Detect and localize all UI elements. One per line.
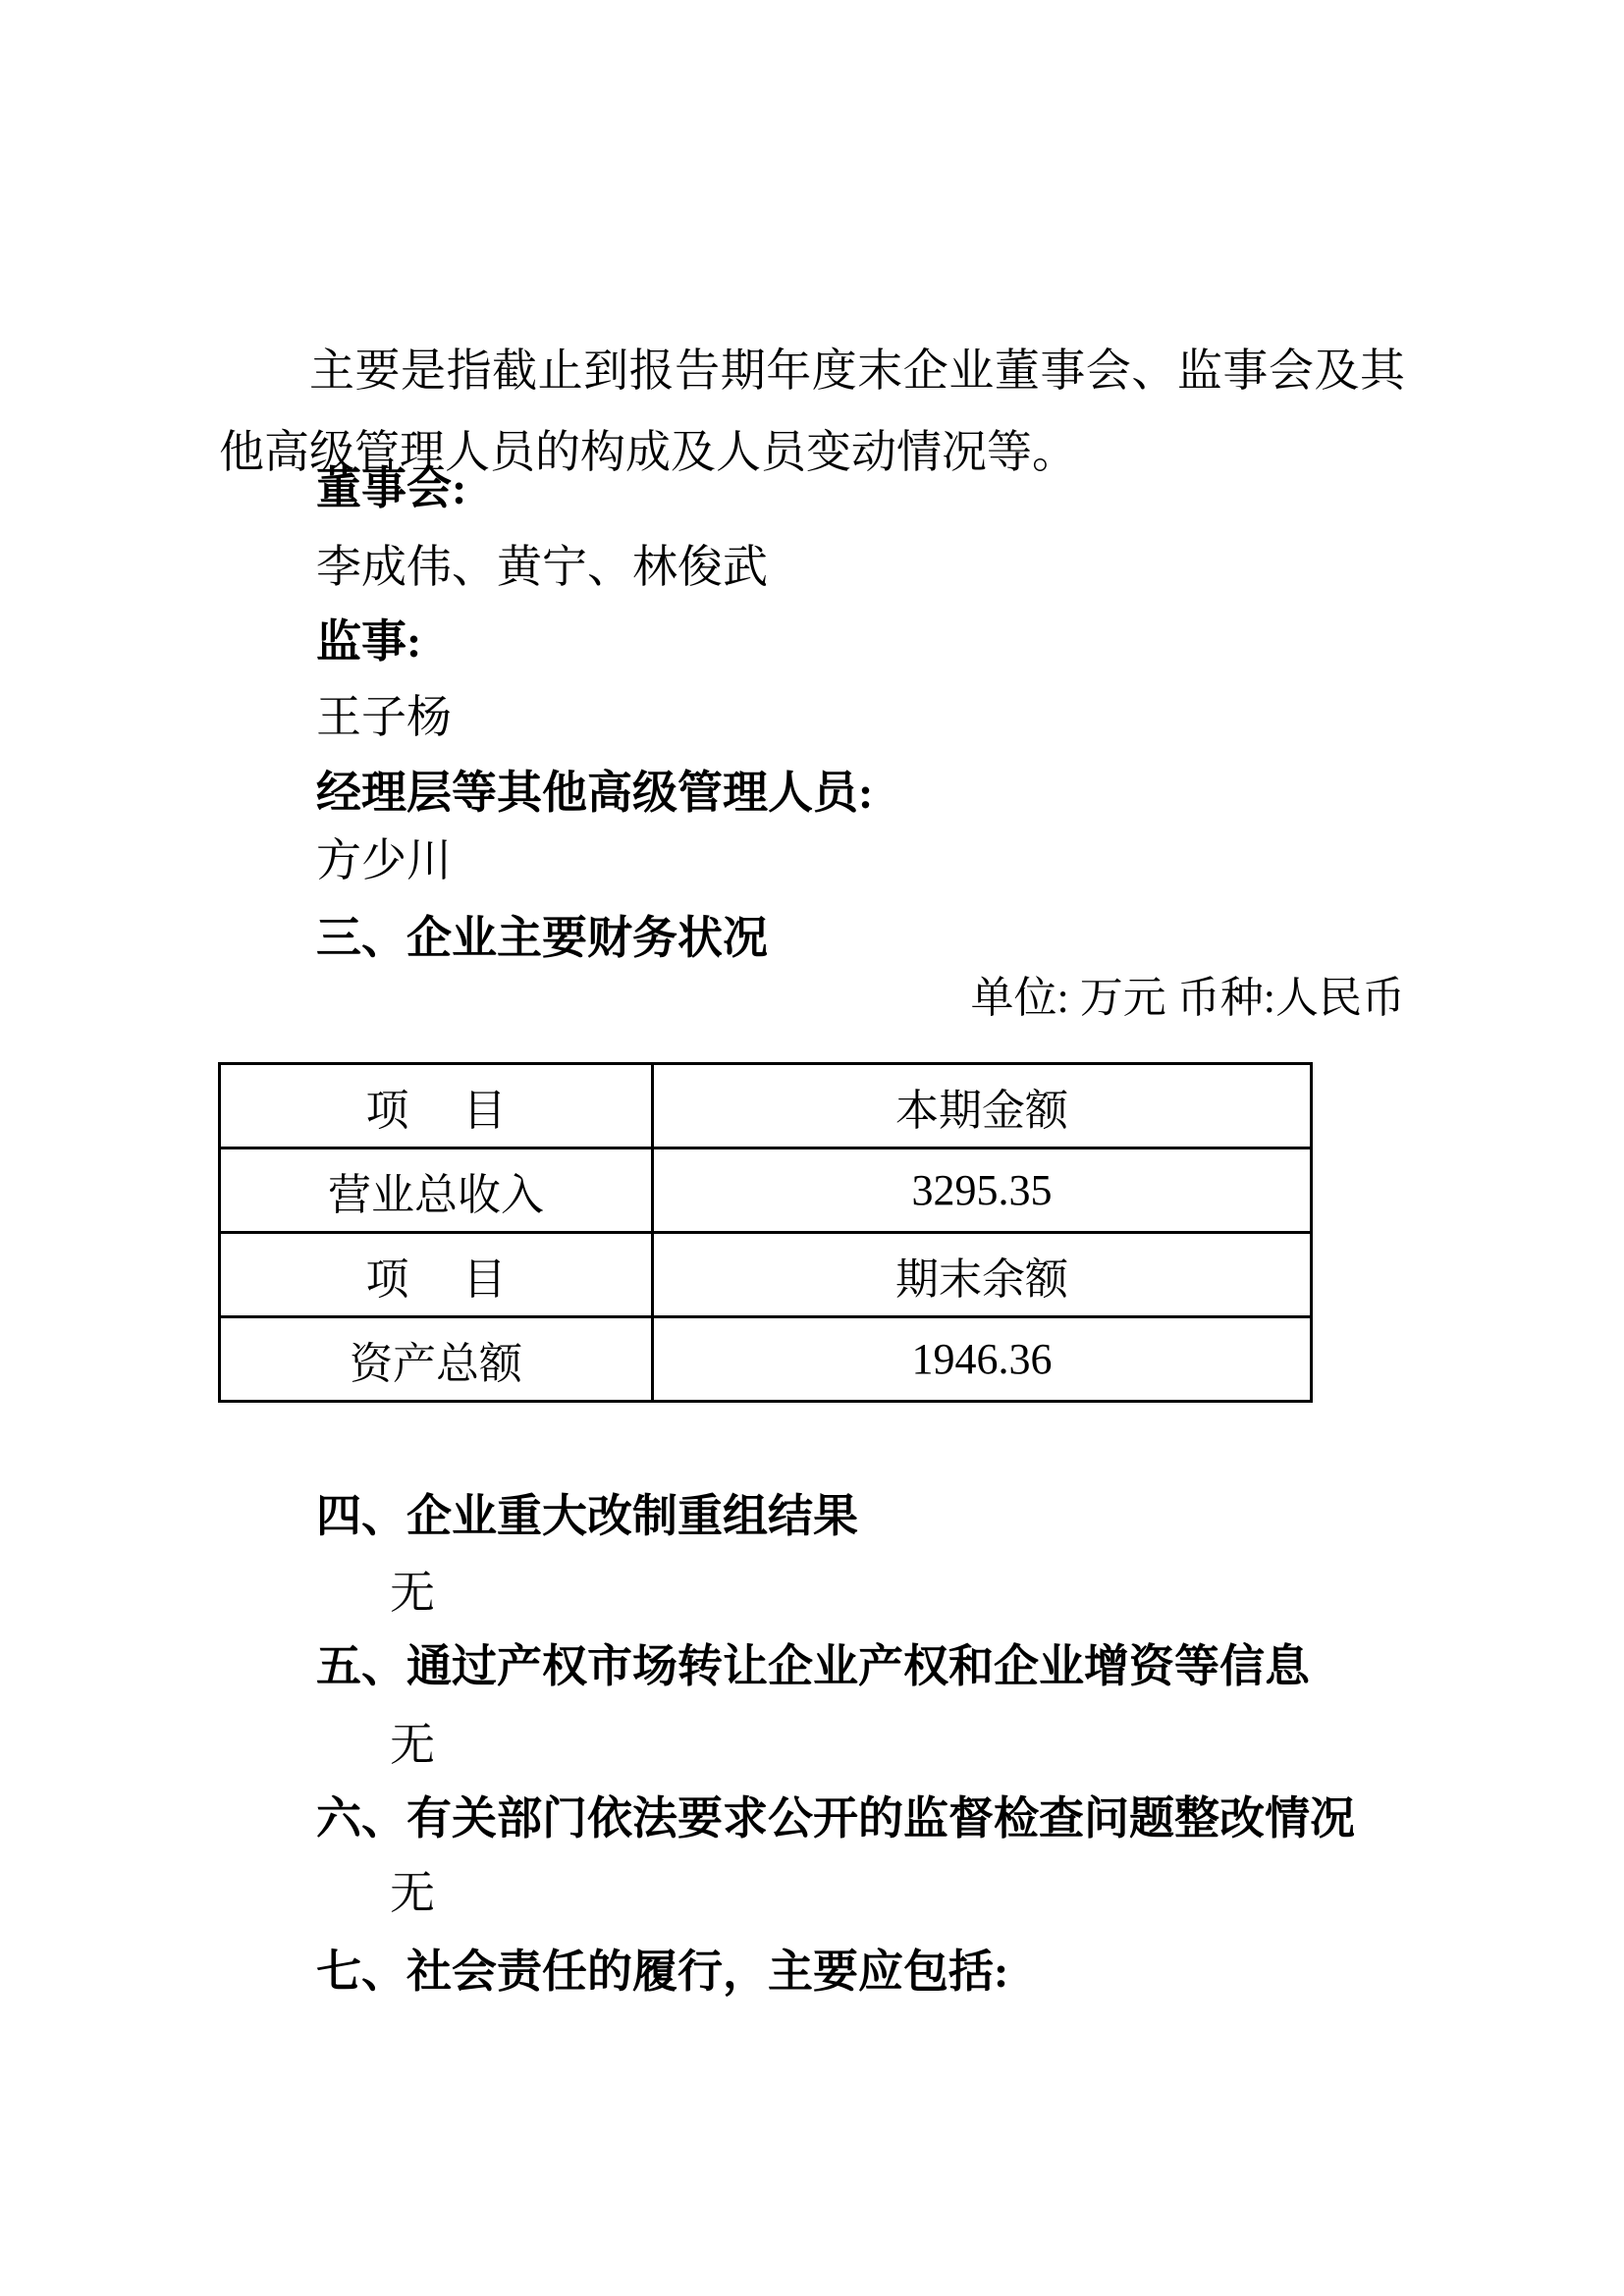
section-4-content: 无 [390, 1568, 435, 1618]
manager-members: 方少川 [316, 835, 452, 885]
section-5-content: 无 [390, 1720, 435, 1770]
board-heading: 董事会: [316, 463, 467, 513]
table-row [220, 1148, 1312, 1233]
section-6-heading: 六、有关部门依法要求公开的监督检查问题整改情况 [316, 1793, 1355, 1843]
amount-header-cell: 本期金额 [653, 1064, 1312, 1148]
section-5-heading: 五、通过产权市场转让企业产权和企业增资等信息 [316, 1641, 1310, 1691]
table-row [220, 1064, 1312, 1148]
financial-table [218, 1062, 1313, 1403]
supervisor-members: 王子杨 [316, 692, 452, 742]
amount-cell: 1946.36 [653, 1317, 1312, 1402]
item-cell: 营业总收入 [220, 1148, 653, 1233]
table-row [220, 1317, 1312, 1402]
amount-header-cell: 期末余额 [653, 1233, 1312, 1317]
section-7-heading: 七、社会责任的履行，主要应包括: [316, 1947, 1009, 1997]
managers-heading: 经理层等其他高级管理人员: [316, 768, 874, 818]
finance-section-heading: 三、企业主要财务状况 [316, 913, 768, 963]
section-4-heading: 四、企业重大改制重组结果 [316, 1491, 858, 1541]
unit-currency-note: 单位: 万元 币种:人民币 [970, 974, 1405, 1022]
item-header-cell: 项 目 [220, 1233, 653, 1317]
intro-paragraph: 主要是指截止到报告期年度末企业董事会、监事会及其他高级管理人员的构成及人员变动情况等。 [219, 346, 1405, 477]
amount-cell: 3295.35 [653, 1148, 1312, 1233]
board-members: 李成伟、黄宁、林俊武 [316, 542, 768, 592]
section-6-content: 无 [390, 1868, 435, 1918]
table-row [220, 1233, 1312, 1317]
item-cell: 资产总额 [220, 1317, 653, 1402]
supervisors-heading: 监事: [316, 616, 422, 667]
item-header-cell: 项 目 [220, 1064, 653, 1148]
